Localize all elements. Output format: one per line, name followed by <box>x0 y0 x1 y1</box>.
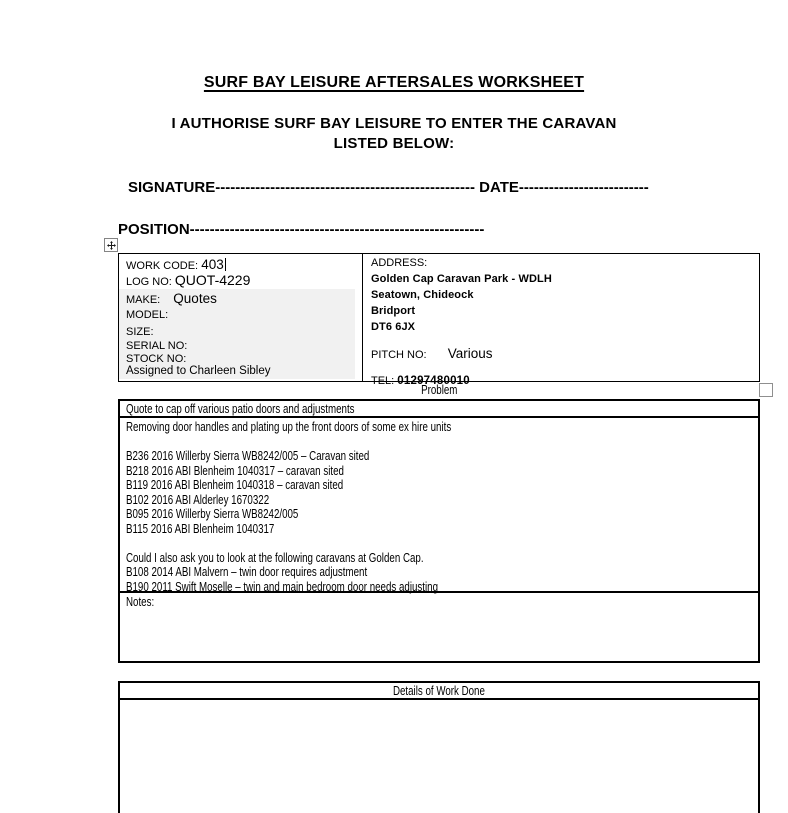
problem-header <box>118 383 760 399</box>
work-done-table <box>118 681 760 813</box>
stock-no-label: STOCK NO: <box>126 353 187 365</box>
address-line: DT6 6JX <box>371 321 416 333</box>
address-line: Seatown, Chideock <box>371 289 474 301</box>
notes-label: Notes: <box>126 595 155 609</box>
tel-label: TEL: <box>371 375 395 387</box>
work-code-row[interactable] <box>126 257 362 272</box>
address-label: ADDRESS: <box>371 257 428 269</box>
problem-detail-line: B108 2014 ABI Malvern – twin door requires adjustment <box>126 565 368 580</box>
size-label: SIZE: <box>126 326 154 338</box>
problem-detail-line: Could I also ask you to look at the following caravans at Golden Cap. <box>126 550 424 565</box>
problem-detail-line: B095 2016 Willerby Sierra WB8242/005 <box>126 507 299 522</box>
assigned-to-text: Assigned to Charleen Sibley <box>126 364 271 377</box>
make-row[interactable] <box>126 291 355 306</box>
problem-header-text: Problem <box>420 383 458 397</box>
problem-detail-line <box>126 536 614 551</box>
job-info-cell[interactable] <box>119 254 363 381</box>
problem-detail-line <box>126 435 614 450</box>
pitch-no-row[interactable] <box>371 346 759 362</box>
work-done-header-text: Details of Work Done <box>393 684 485 698</box>
position-line: POSITION----------------------------------------------------------- <box>118 221 485 238</box>
work-code-value: 403 <box>201 257 224 272</box>
model-row[interactable] <box>126 306 355 319</box>
authorise-statement <box>0 114 788 154</box>
log-no-label: LOG NO: <box>126 276 172 288</box>
problem-detail-row[interactable] <box>120 418 758 593</box>
stock-no-row[interactable] <box>126 350 355 364</box>
signature-line: SIGNATURE---------------------------------------------------- DATE-------------------------- <box>128 179 649 196</box>
authorise-line-2: LISTED BELOW: <box>333 135 455 152</box>
authorise-line-1: I AUTHORISE SURF BAY LEISURE TO ENTER THE CARAVAN <box>171 115 617 132</box>
address-lines <box>371 271 759 335</box>
notes-row[interactable] <box>120 593 758 661</box>
size-row[interactable] <box>126 323 355 337</box>
problem-detail-line: B115 2016 ABI Blenheim 1040317 <box>126 521 275 536</box>
log-no-row[interactable] <box>126 272 362 287</box>
serial-no-label: SERIAL NO: <box>126 339 188 352</box>
serial-no-row[interactable] <box>126 337 355 351</box>
log-no-value: QUOT-4229 <box>174 272 251 288</box>
model-label: MODEL: <box>126 309 169 321</box>
problem-detail-line: B102 2016 ABI Alderley 1670322 <box>126 492 270 507</box>
problem-table <box>118 399 760 663</box>
doc-title: SURF BAY LEISURE AFTERSALES WORKSHEET <box>203 74 585 91</box>
table-move-handle[interactable] <box>104 238 118 252</box>
pitch-no-label: PITCH NO: <box>371 349 427 361</box>
work-code-label: WORK CODE: <box>126 260 199 272</box>
work-done-body[interactable] <box>120 700 758 813</box>
problem-detail-line: B218 2016 ABI Blenheim 1040317 – caravan sited <box>126 463 344 478</box>
problem-detail-line: B119 2016 ABI Blenheim 1040318 – caravan sited <box>126 478 344 493</box>
problem-detail-line: B236 2016 Willerby Sierra WB8242/005 – Caravan sited <box>126 449 370 464</box>
move-arrows-icon <box>107 241 116 250</box>
tel-value: 01297480010 <box>397 375 470 387</box>
job-details-table <box>118 253 760 387</box>
work-done-header <box>120 683 758 700</box>
address-line: Bridport <box>371 305 416 317</box>
text-cursor <box>225 258 226 271</box>
problem-summary-row[interactable] <box>120 401 758 418</box>
address-cell[interactable] <box>363 254 759 387</box>
problem-detail-line: Removing door handles and plating up the front doors of some ex hire units <box>126 420 452 434</box>
address-line: Golden Cap Caravan Park - WDLH <box>371 273 552 285</box>
make-value: Quotes <box>173 291 217 306</box>
pitch-no-value: Various <box>447 346 493 361</box>
table-resize-handle[interactable] <box>759 383 773 397</box>
problem-detail-line: B190 2011 Swift Moselle – twin and main bedroom door needs adjusting <box>126 580 439 595</box>
make-label: MAKE: <box>126 294 161 306</box>
problem-summary-text: Quote to cap off various patio doors and adjustments <box>126 402 355 416</box>
shaded-field-area[interactable] <box>119 289 355 379</box>
